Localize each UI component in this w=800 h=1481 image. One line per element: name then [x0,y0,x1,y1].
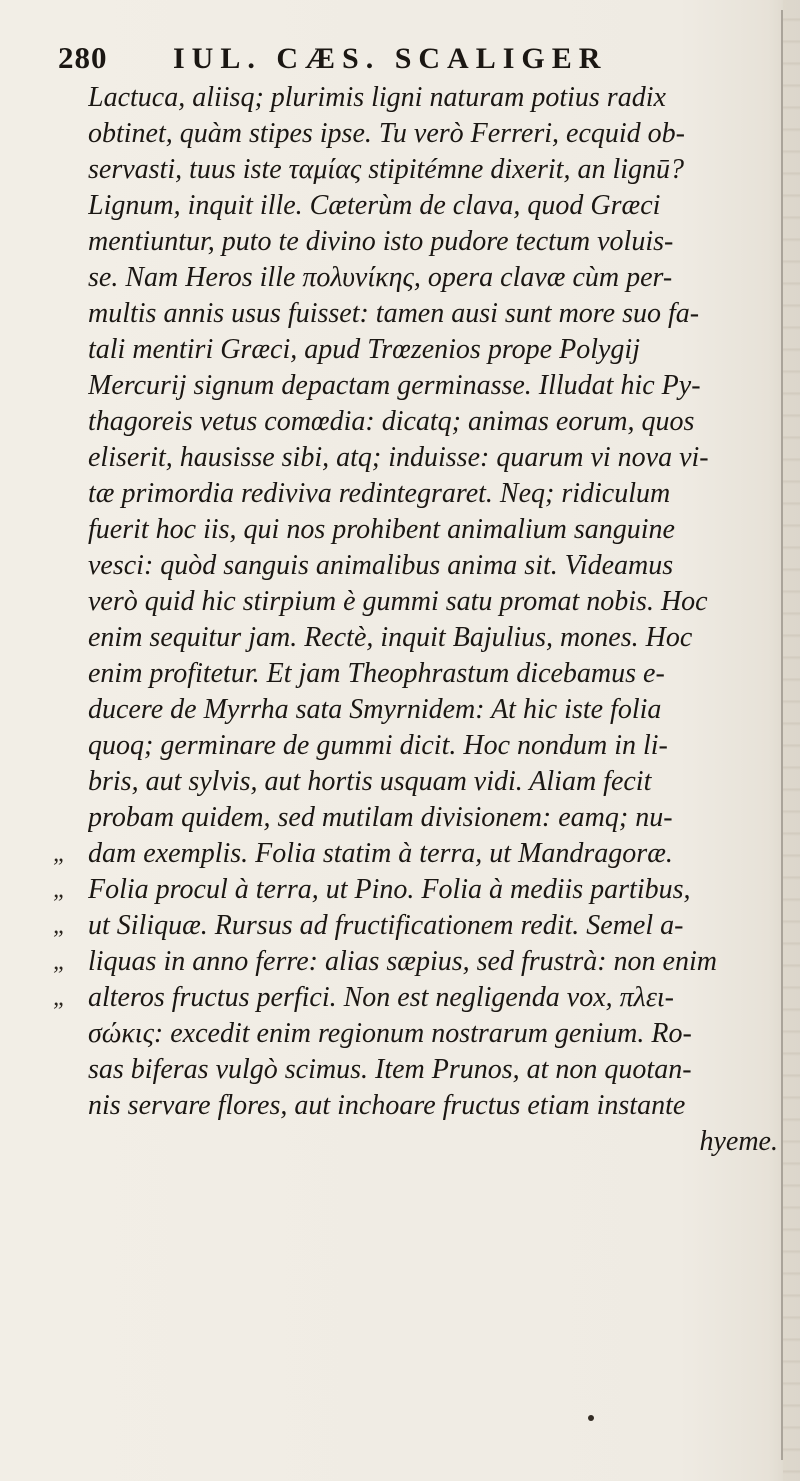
text-line: verò quid hic stirpium è gummi satu promat nobis. Hoc [88,586,708,617]
text-line: liquas in anno ferre: alias sæpius, sed frustrà: non enim [88,946,717,977]
text-line: fuerit hoc iis, qui nos prohibent animalium sanguine [88,514,675,545]
text-line: eliserit, hausisse sibi, atq; induisse: quarum vi nova vi- [88,442,709,473]
page-number: 280 [58,40,108,75]
text-line: sas biferas vulgò scimus. Item Prunos, at non quotan- [88,1054,692,1085]
text-line: dam exemplis. Folia statim à terra, ut Mandragoræ. [88,838,673,869]
page-header [58,40,778,80]
text-line: alteros fructus perfici. Non est negligenda vox, πλει- [88,982,674,1013]
text-line: enim profitetur. Et jam Theophrastum dicebamus e- [88,658,665,689]
text-line: ducere de Myrrha sata Smyrnidem: At hic iste folia [88,694,662,725]
text-line: thagoreis vetus comœdia: dicatq; animas eorum, quos [88,406,695,437]
quote-marker: „ [53,841,67,867]
text-line: probam quidem, sed mutilam divisionem: eamq; nu- [88,802,673,833]
text-line: mentiuntur, puto te divino isto pudore tectum voluis- [88,226,674,257]
quote-marker: „ [53,949,67,975]
text-line: tæ primordia rediviva redintegraret. Neq; ridiculum [88,478,671,509]
text-line: Folia procul à terra, ut Pino. Folia à mediis partibus, [88,874,691,905]
text-line: Lignum, inquit ille. Cæterùm de clava, quod Græci [88,190,661,221]
quote-marker: „ [53,913,67,939]
running-head: IUL. CÆS. SCALIGER [173,42,608,75]
text-line: nis servare flores, aut inchoare fructus etiam instante [88,1090,686,1121]
text-line: vesci: quòd sanguis animalibus anima sit. Videamus [88,550,674,581]
text-line: Lactuca, aliisq; plurimis ligni naturam potius radix [88,82,666,113]
text-line: quoq; germinare de gummi dicit. Hoc nondum in li- [88,730,668,761]
text-line: Mercurij signum depactam germinasse. Illudat hic Py- [88,370,701,401]
text-line: obtinet, quàm stipes ipse. Tu verò Ferreri, ecquid ob- [88,118,685,149]
body-text [0,80,800,1460]
quote-marker: „ [53,985,67,1011]
text-line: enim sequitur jam. Rectè, inquit Bajulius, mones. Hoc [88,622,693,653]
text-line: multis annis usus fuisset: tamen ausi sunt more suo fa- [88,298,700,329]
text-line: se. Nam Heros ille πολυνίκης, opera clavæ cùm per- [88,262,673,293]
text-line: servasti, tuus iste ταμίας stipitémne dixerit, an lignū? [88,154,685,185]
text-line-final: hyeme. [699,1126,778,1157]
text-line: tali mentiri Græci, apud Trœzenios prope Polygij [88,334,640,365]
text-line: ut Siliquæ. Rursus ad fructificationem redit. Semel a- [88,910,684,941]
ink-speck [588,1415,594,1421]
text-line: σώκις: excedit enim regionum nostrarum genium. Ro- [88,1018,692,1049]
quote-marker: „ [53,877,67,903]
text-line: bris, aut sylvis, aut hortis usquam vidi. Aliam fecit [88,766,652,797]
